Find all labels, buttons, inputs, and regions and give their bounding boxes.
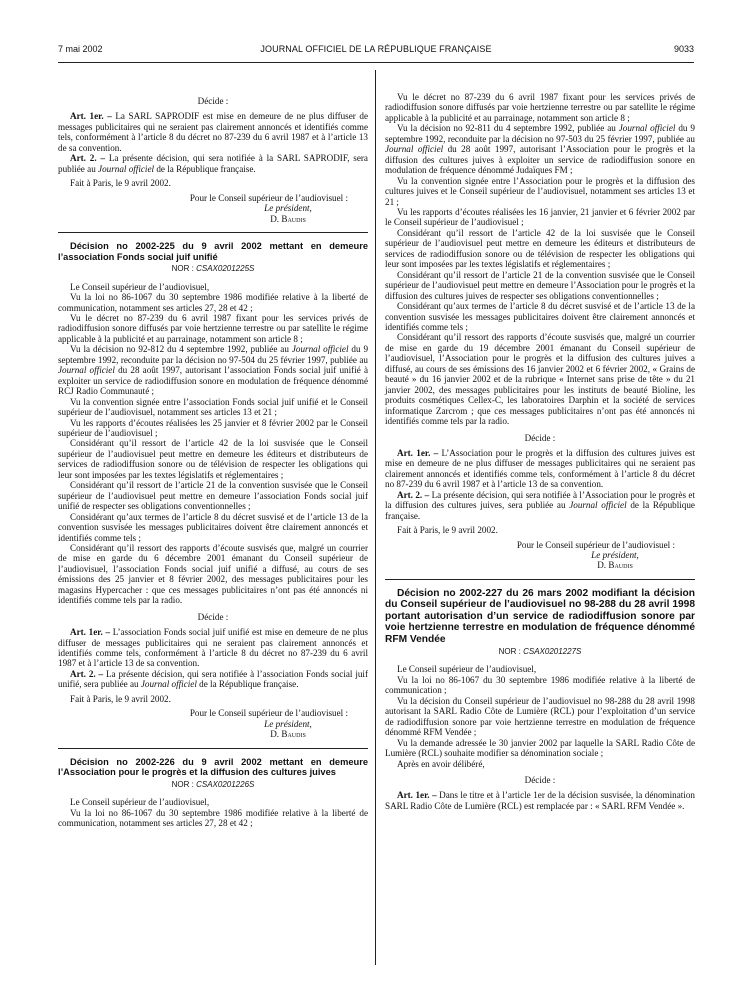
body-text: du 28 août 1997, autorisant l’Association pour le progrès et la diffusion des cultures juives à exploiter un service de radiodiffusion sonore en modulation de fréquence dénommé Judaïques FM ; [385,144,695,176]
signature-name: D. Baudis [597,560,633,571]
decision-title: Décision no 2002-227 du 26 mars 2002 modifiant la décision du Conseil supérieur de l’audiovisuel no 98-288 du 28 avril 1998 portant autorisation d’un service de radiodiffusion sonore par voie hertzienne terrestre en modulation de fréquence dénommé RFM Vendée [385,587,695,645]
signature-line: Pour le Conseil supérieur de l’audiovisuel : [516,539,675,550]
signature-line: Pour le Conseil supérieur de l’audiovisuel : [189,708,348,719]
article-paragraph [58,627,368,669]
signature-role: Le président, [264,718,312,729]
body-paragraph: Vu la loi no 86-1067 du 30 septembre 1986 modifiée relative à la liberté de communication, notamment ses articles 27, 28 et 42 ; [58,807,368,829]
nor-code: CSAX0201225S [196,264,255,274]
decision-separator [58,232,368,233]
article-text: La présente décision, qui sera notifiée à la SARL SAPRODIF, sera publiée au [58,153,368,174]
body-paragraph: Considérant qu’il ressort de l’article 42 de la loi susvisée que le Conseil supérieur de l’audiovisuel peut mettre en demeure les éditeurs et distributeurs de services de radiodiffusion sonore ou de télévision de respecter les obligations qui leur sont imposées par les textes législatifs et réglementaires ; [58,438,368,480]
article-heading: Art. 1er. – [397,447,439,458]
signature-role: Le président, [264,203,312,214]
header-page-number: 9033 [673,44,694,54]
body-paragraph: Considérant qu’il ressort de l’article 21 de la convention susvisée que le Conseil supérieur de l’audiovisuel peut mettre en demeure l’Association pour le progrès et la diffusion des cultures juives de respecter ses obligations conventionnelles ; [385,269,695,301]
article-paragraph [385,790,695,811]
body-paragraph: Vu la loi no 86-1067 du 30 septembre 1986 modifiée relative à la liberté de communication, notamment ses articles 27, 28 et 42 ; [58,292,368,313]
article-text: La SARL SAPRODIF est mise en demeure de ne plus diffuser de messages publicitaires qui ne seraient pas clairement annoncés et identifiés comme tels, conformément à l’article 8 du décret no 87-239 du 6 avril 1987 et à l’article 13 de sa convention. [58,111,368,153]
body-paragraph: Considérant qu’il ressort de l’article 42 de la loi susvisée que le Conseil supérieur de l’audiovisuel peut mettre en demeure les éditeurs et distributeurs de services de radiodiffusion sonore ou de télévision de respecter les obligations qui leur sont imposées par les textes législatifs et réglementaires ; [385,227,695,270]
journal-reference: Journal officiel [140,679,197,690]
decide-heading: Décide : [524,774,556,785]
signature-name: D. Baudis [270,213,306,224]
body-paragraph [385,123,695,175]
article-heading: Art. 1er. – [397,790,437,801]
body-paragraph: Le Conseil supérieur de l’audiovisuel, [70,797,210,808]
body-paragraph: Le Conseil supérieur de l’audiovisuel, [397,664,537,675]
article-text: de la République française. [385,500,695,521]
body-text: Vu la décision no 92-812 du 4 septembre 1992, publiée au [70,344,292,355]
article-paragraph [58,153,368,174]
body-paragraph: Vu la loi no 86-1067 du 30 septembre 1986 modifiée relative à la liberté de communication ; [385,674,695,696]
decision-separator [385,579,695,580]
nor-label: NOR : [498,646,524,656]
body-paragraph: Vu la demande adressée le 30 janvier 2002 par laquelle la SARL Radio Côte de Lumière (RCL) souhaite modifier sa dénomination sociale ; [385,737,695,759]
nor-code: CSAX0201227S [523,646,582,656]
article-text: La présente décision, qui sera notifiée à l’Association pour le progrès et la diffusion des cultures juives, sera publiée au [385,489,695,511]
nor-code: CSAX0201226S [196,779,255,789]
body-paragraph: Vu les rapports d’écoutes réalisées les 16 janvier, 21 janvier et 6 février 2002 par le Conseil supérieur de l’audiovisuel ; [385,206,695,228]
signature-line: Pour le Conseil supérieur de l’audiovisuel : [189,192,348,203]
right-column [385,92,695,811]
body-paragraph: Vu le décret no 87-239 du 6 avril 1987 fixant pour les services privés de radiodiffusion sonore diffusés par voie hertzienne terrestre ou par satellite le régime applicable à la publicité et au parrainage, notamment son article 8 ; [385,92,695,123]
article-heading: Art. 2. – [70,153,106,164]
date-line: Fait à Paris, le 9 avril 2002. [397,525,498,536]
body-paragraph [58,344,368,396]
article-text: La présente décision, qui sera notifiée à l’association Fonds social juif unifié, sera publiée au [58,668,369,690]
journal-reference: Journal officiel [385,144,444,155]
body-paragraph: Considérant qu’aux termes de l’article 8 du décret susvisé et de l’article 13 de la convention susvisée les messages publicitaires doivent être clairement annoncés et identifiés comme tels ; [385,301,695,332]
article-paragraph [58,669,368,690]
decide-heading: Décide : [524,432,556,443]
page-header [58,44,694,58]
article-text: L’association Fonds social juif unifié est mise en demeure de ne plus diffuser de messages publicitaires qui ne seraient pas clairement annoncés et identifiés comme tels, conformément à l’article 8 du décret no 87-239 du 6 avril 1987 et à l’article 13 de sa convention. [58,627,368,669]
body-paragraph: Vu le décret no 87-239 du 6 avril 1987 fixant pour les services privés de radiodiffusion sonore diffusés par voie hertzienne terrestre ou par satellite le régime applicable à la publicité et au parrainage, notamment son article 8 ; [58,312,368,344]
article-text: de la République française. [196,679,299,690]
date-line: Fait à Paris, le 9 avril 2002. [70,178,171,189]
body-paragraph: Après en avoir délibéré, [397,758,485,769]
journal-reference: Journal officiel [569,500,627,511]
article-text: de la République française. [154,163,256,174]
journal-reference: Journal officiel [98,163,155,174]
signature-block [58,708,368,739]
decision-title: Décision no 2002-225 du 9 avril 2002 mettant en demeure l’association Fonds social juif unifié [58,240,368,262]
body-paragraph: Considérant qu’il ressort des rapports d’écoute susvisés que, malgré un courrier de mise en garde du 6 décembre 2001 émanant du Conseil supérieur de l’audiovisuel, l’association Fonds social juif unifié a diffusé, au cours de ses émissions des 25 janvier et 8 février 2002, des messages publicitaires pour les magasins Hypercacher : que ces messages publicitaires n’ont pas été annoncés ni identifiés comme tels par la radio. [58,542,368,606]
column-divider [375,70,376,965]
body-paragraph: Considérant qu’il ressort de l’article 21 de la convention susvisée que le Conseil supérieur de l’audiovisuel peut mettre en demeure l’association Fonds social juif unifié de respecter ses obligations conventionnelles ; [58,480,368,512]
body-paragraph: Considérant qu’il ressort des rapports d’écoute susvisés que, malgré un courrier de mise en garde du 19 décembre 2001 émanant du Conseil supérieur de l’audiovisuel, l’Association pour le progrès et la diffusion des cultures juives a diffusé, au cours de ses émissions des 16 janvier 2002 et 6 février 2002, « Grains de beauté » du 16 janvier 2002 et de la rubrique « Internet sans prise de tête » du 21 janvier 2002, des messages publicitaires pour les instituts de beauté Bioline, les produits cosmétiques Cellex-C, les laboratoires Darphin et la société de services informatique Zarcrom ; que ces messages publicitaires n’ont pas été annoncés ni identifiés comme tels par la radio. [385,332,695,427]
nor-reference [58,780,368,790]
decision-separator [58,748,368,749]
journal-reference: Journal officiel [618,123,676,134]
body-text: Vu la décision no 92-811 du 4 septembre 1992, publiée au [397,123,619,134]
nor-reference [58,264,368,274]
body-paragraph: Vu la décision du Conseil supérieur de l’audiovisuel no 98-288 du 28 avril 1998 autorisant la SARL Radio Côte de Lumière (RCL) pour l’exploitation d’un service de radiodiffusion sonore par voie hertzienne terrestre en modulation de fréquence dénommé RFM Vendée ; [385,695,695,738]
article-heading: Art. 2. – [70,668,104,679]
decide-heading: Décide : [197,611,229,622]
header-date: 7 mai 2002 [58,44,103,54]
body-paragraph: Le Conseil supérieur de l’audiovisuel, [70,281,210,292]
body-text: du 28 août 1997, autorisant l’association Fonds social juif unifié à exploiter un service de radiodiffusion sonore en modulation de fréquence dénommé RCJ Radio Communauté ; [58,365,368,397]
header-rule [58,62,694,63]
article-paragraph [385,448,695,490]
article-heading: Art. 1er. – [70,111,112,122]
nor-reference [385,647,695,657]
article-paragraph [58,111,368,153]
date-line: Fait à Paris, le 9 avril 2002. [70,693,171,704]
article-heading: Art. 2. – [397,489,430,500]
nor-label: NOR : [171,779,197,789]
header-journal-title: JOURNAL OFFICIEL DE LA RÉPUBLIQUE FRANÇAISE [260,44,492,54]
article-heading: Art. 1er. – [70,627,111,638]
body-text: du 9 septembre 1992, reconduite par la décision no 97-503 du 25 février 1997, publiée au [385,123,695,144]
journal-reference: Journal officiel [291,344,349,355]
body-paragraph: Vu la convention signée entre l’Association pour le progrès et la diffusion des cultures juives et le Conseil supérieur de l’audiovisuel, notamment ses articles 13 et 21 ; [385,175,695,207]
body-paragraph: Considérant qu’aux termes de l’article 8 du décret susvisé et de l’article 13 de la convention susvisée les messages publicitaires doivent être clairement annoncés et identifiés comme tels ; [58,511,368,543]
signature-block [385,540,695,571]
signature-block [58,193,368,224]
nor-label: NOR : [171,264,197,274]
article-text: Dans le titre et à l’article 1er de la décision susvisée, la dénomination SARL Radio Côte de Lumière (RCL) est remplacée par : « SARL RFM Vendée ». [385,790,695,811]
decide-heading: Décide : [197,96,229,106]
decision-title: Décision no 2002-226 du 9 avril 2002 mettant en demeure l’Association pour le progrès et la diffusion des cultures juives [58,756,368,778]
signature-role: Le président, [591,550,639,561]
article-paragraph [385,490,695,521]
body-text: du 9 septembre 1992, reconduite par la décision no 97-504 du 25 février 1997, publiée au [58,344,369,365]
article-text: L’Association pour le progrès et la diffusion des cultures juives est mise en demeure de ne plus diffuser de messages publicitaires qui ne seraient pas clairement annoncés et identifiés comme tels, conformément à l’article 8 du décret no 87-239 du 6 avril 1987 et à l’article 13 de sa convention. [385,447,695,490]
left-column [58,90,368,829]
signature-name: D. Baudis [270,729,306,740]
body-paragraph: Vu les rapports d’écoutes réalisées les 25 janvier et 8 février 2002 par le Conseil supérieur de l’audiovisuel ; [58,417,368,438]
body-paragraph: Vu la convention signée entre l’association Fonds social juif unifié et le Conseil supérieur de l’audiovisuel, notamment ses articles 13 et 21 ; [58,396,368,418]
journal-reference: Journal officiel [58,365,115,376]
